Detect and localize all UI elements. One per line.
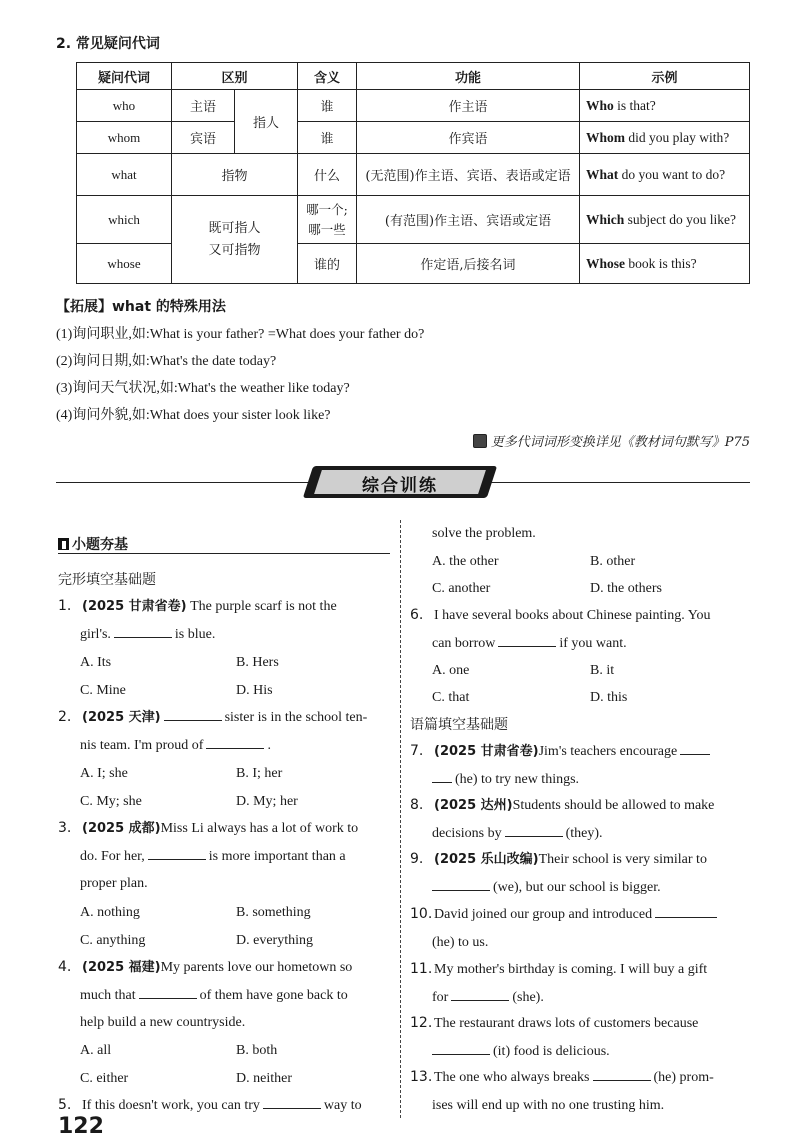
meaning-cell: 什么	[298, 154, 357, 196]
question-11: 11. My mother's birthday is coming. I will buy a gift for (she).	[410, 961, 708, 1005]
function-cell: (有范围)作主语、宾语或定语	[357, 196, 580, 244]
table-header: 含义	[298, 63, 357, 90]
example-text: do you want to do?	[618, 166, 726, 182]
option[interactable]: A. all	[80, 1043, 112, 1058]
example-text: did you play with?	[625, 129, 730, 145]
question-10: 10. David joined our group and introduced (he) to us.	[410, 901, 755, 956]
function-cell: 作宾语	[357, 122, 580, 154]
role-cell: 既可指人 又可指物	[172, 196, 298, 284]
section-title: 2. 常见疑问代词	[56, 36, 160, 52]
pronoun-cell: whom	[77, 122, 172, 154]
example-cell	[580, 90, 750, 122]
meaning-cell: 谁	[298, 122, 357, 154]
question-9: 9. (2025 乐山改编)Their school is very similar to (we), but our school is bigger.	[410, 851, 707, 895]
extension-line: (4)询问外貌,如:What does your sister look like?	[56, 408, 331, 423]
function-cell: (无范围)作主语、宾语、表语或定语	[357, 154, 580, 196]
interrogative-pronoun-table	[76, 62, 750, 284]
pronoun-cell: which	[77, 196, 172, 244]
table-header: 区别	[172, 63, 298, 90]
option[interactable]: A. Its	[80, 655, 112, 670]
subhead-underline	[58, 553, 390, 554]
example-keyword: Who	[586, 97, 614, 113]
option[interactable]: A. I; she	[80, 766, 128, 781]
answer-blank[interactable]	[680, 742, 710, 755]
option[interactable]: B. I; her	[236, 766, 283, 781]
extension-heading	[56, 296, 226, 316]
answer-blank[interactable]	[451, 988, 509, 1001]
example-cell	[580, 154, 750, 196]
page-number: 122	[58, 1114, 104, 1139]
table-row	[77, 90, 750, 122]
option[interactable]: A. nothing	[80, 905, 140, 920]
table-header: 疑问代词	[77, 63, 172, 90]
answer-blank[interactable]	[206, 736, 264, 749]
section-banner	[308, 466, 492, 498]
divider-left	[56, 482, 314, 483]
banner-title: 综合训练	[362, 476, 438, 496]
category-title: 语篇填空基础题	[410, 717, 508, 733]
extension-line: (2)询问日期,如:What's the date today?	[56, 354, 277, 369]
option[interactable]: C. anything	[80, 933, 146, 948]
table-header: 示例	[580, 63, 750, 90]
option[interactable]: C. another	[432, 581, 491, 596]
question-1: 1. (2025 甘肃省卷) The purple scarf is not the girl's. is blue.	[58, 598, 337, 642]
example-text: book is this?	[625, 255, 697, 271]
pronoun-cell: whose	[77, 244, 172, 284]
question-6: 6. I have several books about Chinese painting. You can borrow if you want.	[410, 607, 711, 651]
answer-blank[interactable]	[432, 770, 452, 783]
answer-blank[interactable]	[139, 986, 197, 999]
question-5: 5. If this doesn't work, you can try way to	[58, 1097, 362, 1113]
example-keyword: Whose	[586, 255, 626, 271]
extension-line: (1)询问职业,如:What is your father? =What does your father do?	[56, 327, 425, 342]
table-row	[77, 196, 750, 244]
category-title: 完形填空基础题	[58, 572, 156, 588]
option[interactable]: B. it	[590, 663, 615, 678]
example-keyword: Which	[586, 211, 625, 227]
question-8: 8. (2025 达州)Students should be allowed to make decisions by (they).	[410, 797, 715, 841]
extension-line: (3)询问天气状况,如:What's the weather like today?	[56, 381, 350, 396]
option[interactable]: D. neither	[236, 1071, 292, 1086]
question-3: 3. (2025 成都)Miss Li always has a lot of work to do. For her, is more important than a proper plan.	[58, 820, 359, 891]
column-divider	[400, 520, 401, 1118]
question-5-continued: solve the problem.	[432, 526, 536, 541]
option[interactable]: B. Hers	[236, 655, 279, 670]
example-cell	[580, 244, 750, 284]
reference-note	[473, 431, 750, 450]
function-cell: 作定语,后接名词	[357, 244, 580, 284]
role-cell: 宾语	[172, 122, 235, 154]
example-keyword: Whom	[586, 129, 626, 145]
question-12: 12. The restaurant draws lots of customers because (it) food is delicious.	[410, 1015, 699, 1059]
divider-right	[488, 482, 750, 483]
option[interactable]: B. both	[236, 1043, 278, 1058]
example-cell	[580, 122, 750, 154]
bookmark-icon	[58, 538, 69, 550]
option[interactable]: B. something	[236, 905, 311, 920]
answer-blank[interactable]	[148, 847, 206, 860]
extension-title: what 的特殊用法	[112, 299, 226, 315]
answer-blank[interactable]	[498, 634, 556, 647]
table-header-row	[77, 63, 750, 90]
option[interactable]: B. other	[590, 554, 636, 569]
option[interactable]: D. His	[236, 683, 273, 698]
example-text: subject do you like?	[624, 211, 736, 227]
option[interactable]: A. the other	[432, 554, 499, 569]
group-cell: 指人	[235, 90, 298, 154]
reference-text: 更多代词词形变换详见《教材词句默写》P75	[490, 435, 750, 450]
subhead: 小题夯基	[58, 534, 128, 554]
option[interactable]: D. everything	[236, 933, 313, 948]
function-cell: 作主语	[357, 90, 580, 122]
option[interactable]: C. My; she	[80, 794, 142, 809]
question-7: 7. (2025 甘肃省卷)Jim's teachers encourage (he) to try new things.	[410, 738, 755, 793]
example-text: is that?	[613, 97, 656, 113]
answer-blank[interactable]	[114, 625, 172, 638]
table-row	[77, 122, 750, 154]
example-cell	[580, 196, 750, 244]
option[interactable]: C. that	[432, 690, 470, 705]
question-13: 13. The one who always breaks (he) prom- ises will end up with no one trusting him.	[410, 1069, 714, 1113]
answer-blank[interactable]	[164, 708, 222, 721]
meaning-cell: 谁	[298, 90, 357, 122]
answer-blank[interactable]	[263, 1096, 321, 1109]
option[interactable]: D. My; her	[236, 794, 298, 809]
option[interactable]: D. this	[590, 690, 628, 705]
role-cell: 主语	[172, 90, 235, 122]
pronoun-cell: what	[77, 154, 172, 196]
table-row	[77, 154, 750, 196]
answer-blank[interactable]	[432, 878, 490, 891]
role-cell: 指物	[172, 154, 298, 196]
answer-blank[interactable]	[655, 905, 717, 918]
book-icon	[473, 434, 487, 448]
pronoun-cell: who	[77, 90, 172, 122]
extension-label: 【拓展】	[56, 299, 112, 315]
question-2: 2. (2025 天津) sister is in the school ten- nis team. I'm proud of .	[58, 709, 368, 753]
table-header: 功能	[357, 63, 580, 90]
option[interactable]: A. one	[432, 663, 470, 678]
answer-blank[interactable]	[505, 824, 563, 837]
option[interactable]: C. Mine	[80, 683, 126, 698]
meaning-cell: 哪一个; 哪一些	[298, 196, 357, 244]
question-4: 4. (2025 福建)My parents love our hometown so much that of them have gone back to help build a new countryside.	[58, 959, 353, 1030]
example-keyword: What	[586, 166, 619, 182]
answer-blank[interactable]	[593, 1068, 651, 1081]
option[interactable]: D. the others	[590, 581, 662, 596]
answer-blank[interactable]	[432, 1042, 490, 1055]
option[interactable]: C. either	[80, 1071, 129, 1086]
meaning-cell: 谁的	[298, 244, 357, 284]
